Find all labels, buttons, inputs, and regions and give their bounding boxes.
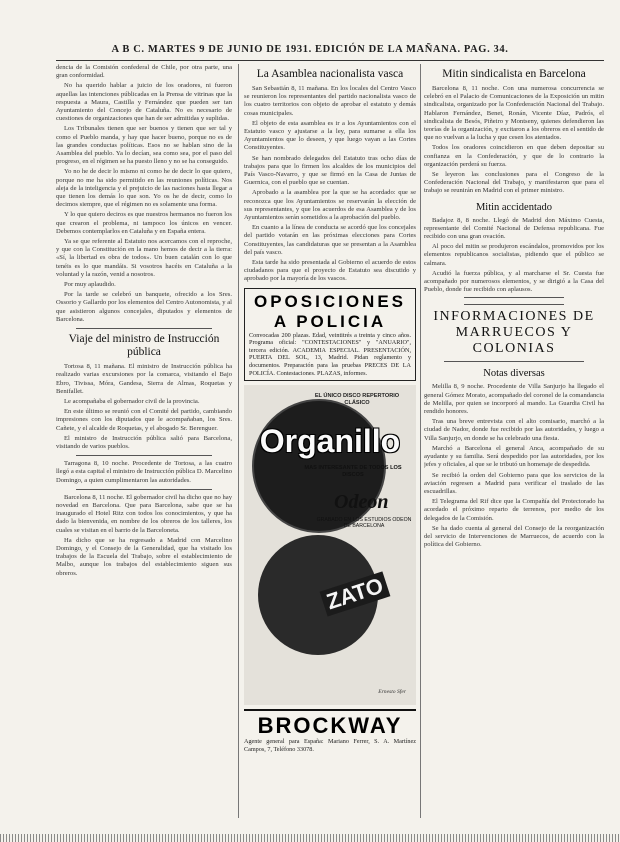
ad-brockway	[244, 709, 416, 753]
article-paragraph: Tras una breve entrevista con el alto comisario, marchó a la ciudad de Nador, donde fue recibido por las autoridades, y luego a Villa Sanjurjo, en donde se ha celebrado una fiesta.	[424, 418, 604, 442]
article-paragraph: El ministro de Instrucción pública salió para Barcelona, visitando de varios pueblos.	[56, 434, 232, 450]
article-paragraph: Acudió la fuerza pública, y al marcharse el Sr. Cuesta fue acompañado por numerosos elementos, y se dirigió a la Casa del Pueblo, donde fue recibido con aplausos.	[424, 269, 604, 294]
ad-text: MAS INTERESANTE DE TODOS LOS DISCOS	[304, 465, 402, 478]
column-3	[424, 64, 604, 820]
ad-text: Agente general para España: Mariano Ferrer, S. A. Martínez Campos, 7, Teléfono 33078.	[244, 738, 416, 753]
article-separator	[444, 361, 584, 362]
article-paragraph: Y lo que quiero deciros es que nuestros hermanos no fueron los que crearon el problema, ni tampoco los únicos en vencer. Debemos contemplarlos en Cataluña y en España entera.	[56, 211, 232, 235]
article-paragraph: Por la tarde se celebró un banquete, ofrecido a los Sres. Ossorio y Gallardo por los elementos del Centro Autonomista, y al que asistieron algunos concejales, diputados y elementos de Barcelona.	[56, 291, 232, 323]
ad-artist-name: ZATO	[320, 572, 391, 617]
column-1	[56, 64, 232, 820]
article-paragraph: Badajoz 8, 8 noche. Llegó de Madrid don Máximo Cuesta, representante del Comité Nacional de Defensa republicana. Fue recibido con una gran ovación.	[424, 216, 604, 241]
article-paragraph: Ha dicho que se ha regresado a Madrid con Marcelino Domingo, y el Consejo de la Generalidad, que ha visitado los trabajos de la Escuela del Trabajo, sobre el establecimiento de Malbo, aunque los trabajos del establecimiento siguen sus obreros.	[56, 536, 232, 577]
article-paragraph: El objeto de esta asamblea es ir a los Ayuntamientos con el Estatuto vasco y ajustarse a la ley, para sumarse a ella los Ayuntamientos que lo deseen, y que luego vayan a las Cortes Constituyentes.	[244, 119, 416, 152]
section-ornament	[464, 297, 564, 305]
running-head: A B C. MARTES 9 DE JUNIO DE 1931. EDICIÓN DE LA MAÑANA. PAG. 34.	[111, 44, 509, 55]
article-paragraph: Esta tarde ha sido presentada al Gobierno el acuerdo de estos ciudadanos para que el proyecto de Estatuto sea discutido y aprobado por la mayoría de los vascos.	[244, 259, 416, 283]
article-paragraph: No ha querido hablar a juicio de los oradores, ni fueron aquellas las intenciones públicadas en la Prensa de vitrinas que la respuesta a Maura, Castilla y Fernández que pueden ser tan Ayuntamiento del Concejo de Cataluña. No es necesario de cuestiones de organizaciones que han de ser admitidas y suplidas.	[56, 82, 232, 123]
article-paragraph: Por muy aplaudido.	[64, 281, 116, 289]
article-paragraph: Se ha dado cuenta al general del Consejo de la reorganización del servicio de Intervenciones de Marruecos, de acuerdo con la política del Gobierno.	[424, 524, 604, 549]
article-paragraph: Todos los oradores coincidieron en que deben depositar su confianza en la Confederación, y que de lo contrario la organización perderá su fuerza.	[424, 144, 604, 168]
article-paragraph: Tarragona 8, 10 noche. Procedente de Tortosa, a las cuatro llegó a esta capital el ministro de Instrucción pública D. Marcelino Domingo, a quien cumplimentaron las autoridades.	[56, 460, 232, 484]
article-paragraph: Barcelona 8, 11 noche. Con una numerosa concurrencia se celebró en el Palacio de Comunicaciones de la Exposición un mitin sindicalista, organizado por la Confederación Nacional del Trabajo. Hablaron Fernández, Benet, Ronán, Vicente Díaz, Padrós, el sindicalista de Besós, Piñeiro y Montseny, quienes defendieron las teorías de la organización, y excitaron a los obreros en el sentido de que no vuelvan a la lucha y que cesen los atentados.	[424, 85, 604, 142]
article-paragraph: San Sebastián 8, 11 mañana. En los locales del Centro Vasco se reunieron los representantes del partido nacionalista vasco de los cuatro territorios con objeto de aprobar el estatuto y demás cosas municipales.	[244, 85, 416, 117]
ad-title: OPOSICIONES A POLICIA	[253, 291, 407, 331]
column-separator	[238, 64, 239, 818]
ad-oposiciones-policia	[244, 288, 416, 382]
article-paragraph: Yo no he de decir lo mismo ni como he de decir lo que quiero, porque no me ha sido permitido en las reuniones políticas. Nos aleja de la inteligencia y el prejuicio de las naciones hasta llegar a que tienen los demás lo que son. Yo os he de decir, como lo decimos siempre, que el régimen no es solamente una forma.	[56, 168, 232, 209]
header-rule	[56, 60, 604, 61]
article-paragraph: Se han nombrado delegados del Estatuto tras ocho días de trabajos para que lo firmen los alcaldes de los municipios del País Vasco-Navarro, y que se firmó en la Casa de Juntas de Guernica, con el pueblo que se cuentan.	[244, 154, 416, 187]
ad-signature: Ernesto Sfer	[378, 689, 406, 696]
ad-record-label: Odeon	[334, 491, 389, 514]
ad-organillo-odeon	[244, 385, 416, 705]
article-paragraph: En este último se reunió con el Comité del partido, cambiando impresiones con los diputados que le acompañaban, los Sres. Cañete, y el alcalde de Roquetas, y el abogado Sr. Berenguer.	[56, 408, 232, 432]
ad-text: GRABADO EN LOS ESTUDIOS ODEON DE BARCELONA	[316, 517, 412, 530]
article-separator	[76, 455, 212, 456]
article-paragraph: Los Tribunales tienen que ser buenos y tienen que ser tal y como el Pueblo manda, y hay que hacer bueno, porque no es de las grandes conductas políticas. Esos no se hablan sino de la Asamblea del pueblo. Ya lo decían, sea como sea, por el paso del progreso, en el régimen se ha puesto lleno y no se ha conseguido.	[56, 125, 232, 166]
column-2	[244, 64, 416, 820]
ad-title: BROCKWAY	[257, 713, 403, 739]
article-headline: Mitin sindicalista en Barcelona	[442, 68, 586, 80]
column-separator	[420, 64, 421, 818]
ad-brand-title: Organillo	[259, 423, 401, 460]
article-paragraph: Le acompañaba el gobernador civil de la provincia.	[64, 397, 200, 405]
article-paragraph: Se leyeron las conclusiones para el Congreso de la Confederación Nacional del Trabajo, y manifestaron que para el trabajo se reunirán en Madrid con el primer ministro.	[424, 171, 604, 195]
article-paragraph: Barcelona 8, 11 noche. El gobernador civil ha dicho que no hay novedad en Barcelona. Que para Barcelona, sabe que se ha inaugurado el Hotel Ritz con todos los conocimientos, y que ha dado la bienvenida, en nombre de los obreros de los talleres, los cuales se visitan en el barrio de la Barceloneta.	[56, 493, 232, 534]
article-paragraph: En cuanto a la línea de conducta se acordó que los concejales del partido votarán en las próximas elecciones para Cortes Constituyentes, las candidaturas que se presentan a la Asamblea del país vasco.	[244, 224, 416, 256]
article-paragraph: dencia de la Comisión confederal de Chile, por otra parte, una gran conformidad.	[56, 64, 232, 80]
article-separator	[76, 489, 212, 490]
article-paragraph: Aprobado a la asamblea por la que se ha acordado: que se reconozca que los Ayuntamientos se reservarán la elección de sus representantes, y que los acuerdos de esa Asamblea y de los Ayuntamientos serán sometidos a la aprobación del pueblo.	[244, 189, 416, 222]
article-headline: Notas diversas	[483, 368, 545, 380]
article-headline: La Asamblea nacionalista vasca	[256, 68, 404, 80]
ad-text: Convocadas 200 plazas. Edad, veintitrés a treinta y cinco años. Programa oficial: "CONTESTACIONES" y "ANUARIO", tercera edición. ACADEMIA ESPECIAL. PRESENTACIÓN, PUERTA DEL SOL, 13, Madrid. Pidan reglamento y documentos. Preparación para las pruebas PRECES DE LA POLICÍA. Contestaciones. PLAZAS, informes.	[249, 331, 411, 377]
article-paragraph: Marchó a Barcelona el general Anca, acompañado de su ayudante y su familia. Será despedido por las autoridades, por los jefes y oficiales, al que se le tributó un homenaje de despedida.	[424, 444, 604, 469]
article-paragraph: El Telegrama del Rif dice que la Compañía del Protectorado ha acordado el próximo reparto de terrenos, por medio de los delegados de la Comisión.	[424, 498, 604, 522]
article-separator	[76, 328, 212, 329]
section-title: INFORMACIONES DE MARRUECOS Y COLONIAS	[433, 309, 595, 357]
ad-text: EL ÚNICO DISCO REPERTORIO CLÁSICO	[314, 393, 400, 406]
article-paragraph: Al poco del mitin se produjeron escándalos, promovidos por los elementos republicanos socialistas, pidiendo que el público se calmara.	[424, 243, 604, 267]
article-paragraph: Se recibió la orden del Gobierno para que los servicios de la aviación regresen a Madrid para verificar el traslado de las escuadrillas.	[424, 471, 604, 495]
print-edge-strip	[0, 834, 620, 842]
article-paragraph: Ya se que referente al Estatuto nos acercamos con el reproche, y que con la Constitución en la mano hemos de decir a la tierra: «Sí, la libertad es obra de todos». Un buen catalán con lo que tenéis es lo que mandáis. Si vosotros hacéis en Cataluña a la voluntad y la razón, venid a nosotros.	[56, 238, 232, 278]
article-paragraph: Melilla 8, 9 noche. Procedente de Villa Sanjurjo ha llegado el general Gómez Morato, acompañado del coronel de la comandancia de Melilla, por quien se incorporó al mando. La Guardia Civil ha rendido honores.	[424, 383, 604, 416]
article-paragraph: Tortosa 8, 11 mañana. El ministro de Instrucción pública ha realizado varias excursiones por la comarca, visitando el Bajo Ebro, Tivissa, Móra, Gandesa, Sierra de Almas, Roquetas y Benifallet.	[56, 363, 232, 395]
article-headline: Mitin accidentado	[475, 201, 553, 213]
article-headline: Viaje del ministro de Instrucción pública	[68, 333, 220, 359]
